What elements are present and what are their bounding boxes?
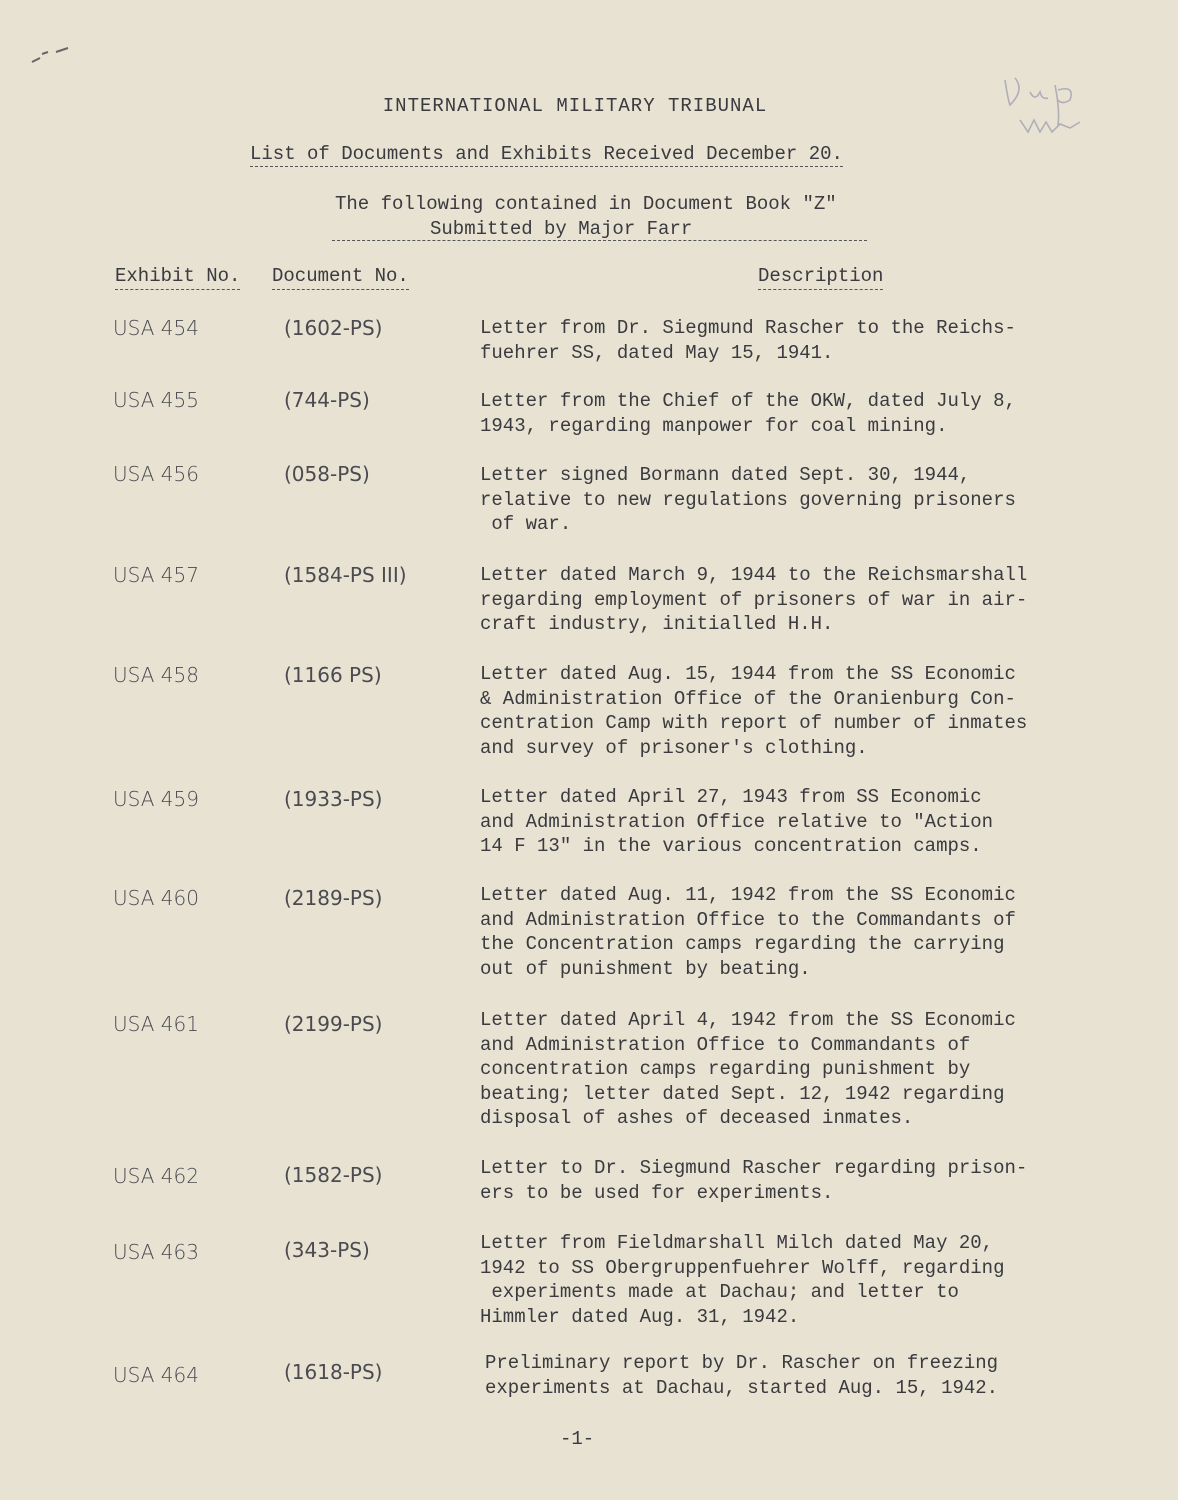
column-header-description-text: Description	[758, 265, 883, 290]
document-number: (2189-PS)	[284, 886, 383, 910]
exhibit-number: USA 462	[113, 1164, 199, 1188]
stray-pen-marks	[30, 40, 90, 70]
column-header-exhibit	[115, 265, 240, 287]
description	[480, 1008, 1016, 1131]
exhibit-number: USA 459	[113, 787, 199, 811]
document-number: (2199-PS)	[284, 1012, 383, 1036]
description-line: of war.	[480, 513, 572, 535]
description-line: Preliminary report by Dr. Rascher on freezing	[485, 1352, 999, 1374]
description-line: relative to new regulations governing prisoners	[480, 488, 1016, 511]
document-number: (1602-PS)	[284, 316, 383, 340]
document-number: (058-PS)	[284, 462, 370, 486]
description-line: and Administration Office relative to "Action	[480, 810, 994, 833]
description-line: and survey of prisoner's clothing.	[480, 736, 868, 759]
description	[480, 1231, 1005, 1329]
description-line: Letter dated April 4, 1942 from the SS Economic	[480, 1009, 1016, 1031]
description	[480, 883, 1016, 981]
description-line: 14 F 13" in the various concentration camps.	[480, 835, 982, 857]
description-line: ers to be used for experiments.	[480, 1181, 834, 1204]
document-number: (1618-PS)	[284, 1360, 383, 1384]
exhibit-number: USA 461	[113, 1012, 199, 1036]
description-line: Letter dated Aug. 15, 1944 from the SS Economic	[480, 663, 1016, 685]
description	[480, 316, 1016, 365]
document-number: (1933-PS)	[284, 787, 383, 811]
page-number: -1-	[560, 1428, 595, 1450]
exhibit-number: USA 454	[113, 316, 199, 340]
exhibit-number: USA 455	[113, 388, 199, 412]
intro-line-1: The following contained in Document Book "Z"	[335, 193, 837, 215]
description-line: disposal of ashes of deceased inmates.	[480, 1107, 914, 1129]
description-line: 1942 to SS Obergruppenfuehrer Wolff, regarding	[480, 1256, 1005, 1279]
description-line: and Administration Office to Commandants of	[480, 1033, 971, 1056]
description-line: Letter dated Aug. 11, 1942 from the SS Economic	[480, 884, 1016, 906]
description-line: Letter from the Chief of the OKW, dated July 8,	[480, 390, 1016, 412]
description-line: out of punishment by beating.	[480, 957, 811, 980]
description-line: Letter dated April 27, 1943 from SS Economic	[480, 786, 982, 808]
exhibit-number: USA 457	[113, 563, 199, 587]
description-line: Letter from Fieldmarshall Milch dated May 20,	[480, 1232, 994, 1254]
submitted-by: Submitted by Major Farr	[430, 218, 693, 240]
column-header-exhibit-text: Exhibit No.	[115, 265, 240, 290]
description-line: 1943, regarding manpower for coal mining.	[480, 414, 948, 437]
description-line: fuehrer SS, dated May 15, 1941.	[480, 341, 834, 364]
exhibit-number: USA 456	[113, 462, 199, 486]
exhibit-number: USA 464	[113, 1363, 199, 1387]
description	[480, 785, 993, 859]
exhibit-number: USA 463	[113, 1240, 199, 1264]
description-line: concentration camps regarding punishment by	[480, 1058, 971, 1080]
description-line: Letter dated March 9, 1944 to the Reichsmarshall	[480, 564, 1028, 586]
exhibit-number: USA 460	[113, 886, 199, 910]
column-header-document-text: Document No.	[272, 265, 409, 290]
document-number: (744-PS)	[284, 388, 370, 412]
description-line: regarding employment of prisoners of war in air-	[480, 588, 1028, 611]
description-line: Letter from Dr. Siegmund Rascher to the Reichs-	[480, 317, 1016, 339]
tribunal-title: INTERNATIONAL MILITARY TRIBUNAL	[382, 95, 768, 117]
description	[480, 1156, 1027, 1205]
document-number: (1166 PS)	[284, 663, 382, 687]
description	[480, 662, 1027, 760]
description-line: centration Camp with report of number of inmates	[480, 712, 1028, 734]
description	[485, 1351, 998, 1400]
exhibit-number: USA 458	[113, 663, 199, 687]
column-header-document	[272, 265, 409, 287]
subtitle-text: List of Documents and Exhibits Received December 20.	[250, 143, 843, 165]
document-number: (343-PS)	[284, 1238, 370, 1262]
description-line: & Administration Office of the Oranienburg Con-	[480, 687, 1016, 710]
description-line: and Administration Office to the Commandants of	[480, 908, 1016, 931]
description-line: craft industry, initialled H.H.	[480, 613, 834, 635]
description-line: beating; letter dated Sept. 12, 1942 regarding	[480, 1082, 1005, 1105]
description-line: the Concentration camps regarding the carrying	[480, 933, 1005, 955]
list-subtitle	[250, 143, 843, 165]
description	[480, 389, 1016, 438]
description-line: experiments made at Dachau; and letter to	[480, 1281, 959, 1303]
document-number: (1584-PS III)	[284, 563, 407, 587]
document-number: (1582-PS)	[284, 1163, 383, 1187]
description-line: experiments at Dachau, started Aug. 15, 1942.	[485, 1376, 999, 1399]
intro-line-2	[332, 218, 867, 241]
description-line: Letter signed Bormann dated Sept. 30, 1944,	[480, 464, 971, 486]
description-line: Himmler dated Aug. 31, 1942.	[480, 1305, 800, 1328]
description-line: Letter to Dr. Siegmund Rascher regarding prison-	[480, 1157, 1028, 1179]
description	[480, 563, 1027, 637]
description	[480, 463, 1016, 537]
column-header-description	[758, 265, 883, 287]
